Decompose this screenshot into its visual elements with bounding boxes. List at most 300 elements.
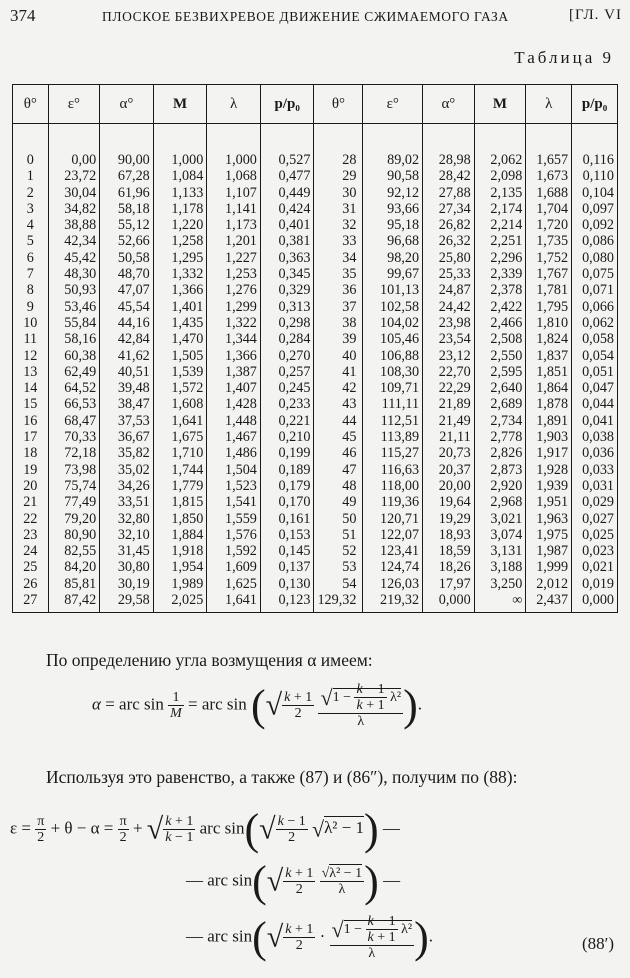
table-row	[13, 494, 618, 510]
table-cell: 119,36	[363, 494, 423, 510]
table-cell: 2,550	[474, 348, 526, 364]
table-row	[13, 559, 618, 575]
table-cell: 0,038	[572, 429, 618, 445]
table-row	[13, 576, 618, 592]
table-cell: 0,298	[260, 315, 314, 331]
table-cell: 1,999	[526, 559, 572, 575]
table-cell: 0,221	[260, 413, 314, 429]
table-cell: 87,42	[48, 592, 100, 613]
table-cell: 40,51	[100, 364, 154, 380]
table-cell: 2,689	[474, 396, 526, 412]
page-number: 374	[10, 6, 36, 25]
table-cell: 2,339	[474, 266, 526, 282]
table-cell: 109,71	[363, 380, 423, 396]
table-row	[13, 592, 618, 613]
table-cell: 0,329	[260, 282, 314, 298]
table-cell: 1,407	[207, 380, 261, 396]
table-cell: 0,170	[260, 494, 314, 510]
table-row	[13, 543, 618, 559]
table-cell: 101,13	[363, 282, 423, 298]
table-cell: 1,851	[526, 364, 572, 380]
table-cell: 3,021	[474, 511, 526, 527]
table-cell: 1,000	[207, 124, 261, 169]
table-cell: 79,20	[48, 511, 100, 527]
table-cell: 0,104	[572, 185, 618, 201]
table-cell: 0,000	[423, 592, 475, 613]
table-cell: 123,41	[363, 543, 423, 559]
running-title: ПЛОСКОЕ БЕЗВИХРЕВОЕ ДВИЖЕНИЕ СЖИМАЕМОГО ГАЗА	[102, 9, 509, 24]
table-body	[13, 124, 618, 613]
table-cell: 27,88	[423, 185, 475, 201]
table-cell: 0,051	[572, 364, 618, 380]
table-cell: 3	[13, 201, 49, 217]
table-cell: 2,378	[474, 282, 526, 298]
table-cell: 2,595	[474, 364, 526, 380]
table-cell: 3,074	[474, 527, 526, 543]
table-cell: 72,18	[48, 445, 100, 461]
table-cell: 60,38	[48, 348, 100, 364]
table-cell: 0,477	[260, 168, 314, 184]
table-cell: 1,276	[207, 282, 261, 298]
table-cell: 15	[13, 396, 49, 412]
table-cell: 45	[314, 429, 363, 445]
table-cell: 0,080	[572, 250, 618, 266]
table-cell: 118,00	[363, 478, 423, 494]
equation-epsilon-line-3: — arc sin(√ $\frac{k + 1}{2}$ · √1 − $\frac{k - 1}{k + 1}$ λ² λ ).	[186, 913, 434, 962]
table-row	[13, 478, 618, 494]
column-header: p/p₀	[260, 85, 314, 124]
table-cell: 1,641	[207, 592, 261, 613]
table-cell: 2,968	[474, 494, 526, 510]
table-cell: 1,435	[153, 315, 207, 331]
table-cell: 40	[314, 348, 363, 364]
table-cell: 1,541	[207, 494, 261, 510]
table-row	[13, 429, 618, 445]
table-cell: 1,000	[153, 124, 207, 169]
table-cell: 26	[13, 576, 49, 592]
equation-epsilon-line-2: — arc sin(√ $\frac{k + 1}{2}$ $\frac{\text{√λ² − 1}}{\lambda}$ ) —	[186, 857, 401, 906]
table-cell: 0,130	[260, 576, 314, 592]
table-cell: 124,74	[363, 559, 423, 575]
table-cell: 92,12	[363, 185, 423, 201]
table-cell: 0,179	[260, 478, 314, 494]
table-cell: 116,63	[363, 462, 423, 478]
table-cell: 22	[13, 511, 49, 527]
table-row	[13, 201, 618, 217]
table-cell: 1,752	[526, 250, 572, 266]
table-cell: 77,49	[48, 494, 100, 510]
table-row	[13, 331, 618, 347]
table-cell: 6	[13, 250, 49, 266]
table-cell: 1,201	[207, 233, 261, 249]
table-cell: 1	[13, 168, 49, 184]
table-cell: 48,70	[100, 266, 154, 282]
table-cell: 1,173	[207, 217, 261, 233]
table-row	[13, 364, 618, 380]
table-cell: 2,873	[474, 462, 526, 478]
table-cell: 1,322	[207, 315, 261, 331]
table-cell: 18,26	[423, 559, 475, 575]
table-cell: 1,951	[526, 494, 572, 510]
table-cell: 1,505	[153, 348, 207, 364]
table-cell: 0,029	[572, 494, 618, 510]
table-row	[13, 250, 618, 266]
equation-number: (88′)	[581, 934, 614, 953]
table-cell: 1,523	[207, 478, 261, 494]
table-row	[13, 445, 618, 461]
table-cell: 0,054	[572, 348, 618, 364]
table-cell: 1,824	[526, 331, 572, 347]
table-cell: 1,903	[526, 429, 572, 445]
table-row	[13, 266, 618, 282]
table-cell: 1,837	[526, 348, 572, 364]
paragraph-1: По определению угла возмущения α имеем:	[46, 650, 373, 670]
table-cell: 41	[314, 364, 363, 380]
table-cell: 20,73	[423, 445, 475, 461]
table-cell: 68,47	[48, 413, 100, 429]
table-cell: 95,18	[363, 217, 423, 233]
table-cell: 23	[13, 527, 49, 543]
table-cell: 0,284	[260, 331, 314, 347]
table-row	[13, 315, 618, 331]
table-cell: 13	[13, 364, 49, 380]
table-cell: 1,975	[526, 527, 572, 543]
table-cell: 80,90	[48, 527, 100, 543]
table-cell: 0,031	[572, 478, 618, 494]
table-caption: Таблица 9	[514, 48, 614, 67]
table-cell: 2,025	[153, 592, 207, 613]
table-cell: 1,609	[207, 559, 261, 575]
table-cell: 1,710	[153, 445, 207, 461]
table-cell: 35,82	[100, 445, 154, 461]
table-cell: 18,59	[423, 543, 475, 559]
table-cell: 73,98	[48, 462, 100, 478]
table-cell: 46	[314, 445, 363, 461]
table-cell: 0,270	[260, 348, 314, 364]
table-cell: 10	[13, 315, 49, 331]
table-cell: 5	[13, 233, 49, 249]
table-cell: 28,98	[423, 124, 475, 169]
table-cell: 1,428	[207, 396, 261, 412]
table-cell: 0,00	[48, 124, 100, 169]
table-cell: 7	[13, 266, 49, 282]
table-cell: 14	[13, 380, 49, 396]
column-header: α°	[423, 85, 475, 124]
table-cell: 38	[314, 315, 363, 331]
table-cell: 2,214	[474, 217, 526, 233]
table-cell: 55,12	[100, 217, 154, 233]
column-header: ε°	[48, 85, 100, 124]
table-cell: 30	[314, 185, 363, 201]
table-cell: 20	[13, 478, 49, 494]
table-cell: 0,000	[572, 592, 618, 613]
equation-alpha: α = arc sin $\frac{1}{M}$ = arc sin (√ $\frac{k + 1}{2}$ √1 − $\frac{k - 1}{k + 1}$ λ² λ ).	[92, 681, 422, 730]
table-cell: 2,251	[474, 233, 526, 249]
table-cell: 31,45	[100, 543, 154, 559]
table-cell: 25,80	[423, 250, 475, 266]
table-cell: 34	[314, 250, 363, 266]
table-cell: 1,576	[207, 527, 261, 543]
table-cell: 0,424	[260, 201, 314, 217]
table-cell: 2,296	[474, 250, 526, 266]
table-cell: 1,675	[153, 429, 207, 445]
table-cell: 0,110	[572, 168, 618, 184]
table-cell: 0,027	[572, 511, 618, 527]
table-cell: 1,486	[207, 445, 261, 461]
table-cell: 2,734	[474, 413, 526, 429]
table-cell: 0,036	[572, 445, 618, 461]
table-cell: 51	[314, 527, 363, 543]
table-cell: 1,688	[526, 185, 572, 201]
column-header: p/p₀	[572, 85, 618, 124]
table-cell: 1,864	[526, 380, 572, 396]
table-cell: 21	[13, 494, 49, 510]
table-cell: 55,84	[48, 315, 100, 331]
table-cell: 84,20	[48, 559, 100, 575]
table-cell: 23,98	[423, 315, 475, 331]
table-cell: 0,313	[260, 299, 314, 315]
table-cell: 0,233	[260, 396, 314, 412]
table-cell: 62,49	[48, 364, 100, 380]
table-cell: 2,778	[474, 429, 526, 445]
table-row	[13, 185, 618, 201]
table-cell: 1,735	[526, 233, 572, 249]
table-cell: 39	[314, 331, 363, 347]
table-row	[13, 348, 618, 364]
table-cell: 41,62	[100, 348, 154, 364]
table-cell: 111,11	[363, 396, 423, 412]
table-cell: 1,068	[207, 168, 261, 184]
table-cell: 115,27	[363, 445, 423, 461]
table-cell: 0,062	[572, 315, 618, 331]
table-cell: 35	[314, 266, 363, 282]
table-cell: 58,16	[48, 331, 100, 347]
table-cell: 67,28	[100, 168, 154, 184]
table-cell: 19,64	[423, 494, 475, 510]
table-cell: 0,145	[260, 543, 314, 559]
table-cell: 0,044	[572, 396, 618, 412]
table-cell: 48,30	[48, 266, 100, 282]
table-cell: 1,987	[526, 543, 572, 559]
table-cell: 0,047	[572, 380, 618, 396]
table-cell: 16	[13, 413, 49, 429]
table-cell: 0,189	[260, 462, 314, 478]
table-cell: 1,918	[153, 543, 207, 559]
table-cell: 21,89	[423, 396, 475, 412]
table-cell: 0,033	[572, 462, 618, 478]
table-cell: 0	[13, 124, 49, 169]
table-cell: 50,93	[48, 282, 100, 298]
table-cell: 19,29	[423, 511, 475, 527]
table-cell: 36	[314, 282, 363, 298]
table-cell: 33,51	[100, 494, 154, 510]
table-cell: 0,041	[572, 413, 618, 429]
table-cell: 129,32	[314, 592, 363, 613]
table-cell: 25,33	[423, 266, 475, 282]
table-cell: 1,608	[153, 396, 207, 412]
table-cell: 26,32	[423, 233, 475, 249]
table-cell: 1,641	[153, 413, 207, 429]
table-cell: 0,527	[260, 124, 314, 169]
table-cell: 32	[314, 217, 363, 233]
table-cell: 2,062	[474, 124, 526, 169]
table-cell: 2,174	[474, 201, 526, 217]
table-cell: 42	[314, 380, 363, 396]
table-cell: 1,084	[153, 168, 207, 184]
table-cell: 1,344	[207, 331, 261, 347]
table-cell: 0,092	[572, 217, 618, 233]
table-row	[13, 380, 618, 396]
table-cell: 0,023	[572, 543, 618, 559]
table-cell: 85,81	[48, 576, 100, 592]
table-cell: 1,720	[526, 217, 572, 233]
equation-epsilon-line-1: ε = $\frac{\pi}{2}$ + θ − α = $\frac{\pi}{2}$ + √ $\frac{k + 1}{k - 1}$ arc sin(√ $\frac{k - 1}{2}$ √λ² − 1) —	[10, 805, 400, 854]
table-cell: 0,137	[260, 559, 314, 575]
table-cell: ∞	[474, 592, 526, 613]
table-row	[13, 299, 618, 315]
table-cell: 0,021	[572, 559, 618, 575]
table-cell: 1,815	[153, 494, 207, 510]
table-cell: 96,68	[363, 233, 423, 249]
table-cell: 108,30	[363, 364, 423, 380]
table-cell: 52,66	[100, 233, 154, 249]
table-cell: 3,131	[474, 543, 526, 559]
table-cell: 1,227	[207, 250, 261, 266]
table-cell: 35,02	[100, 462, 154, 478]
table-cell: 102,58	[363, 299, 423, 315]
table-cell: 0,381	[260, 233, 314, 249]
table-cell: 1,366	[207, 348, 261, 364]
chapter-marker: [ГЛ. VI	[568, 7, 622, 23]
table-cell: 19	[13, 462, 49, 478]
table-cell: 1,795	[526, 299, 572, 315]
table-cell: 17,97	[423, 576, 475, 592]
table-cell: 2,012	[526, 576, 572, 592]
table-cell: 1,141	[207, 201, 261, 217]
table-cell: 0,153	[260, 527, 314, 543]
column-header: M	[153, 85, 207, 124]
table-cell: 112,51	[363, 413, 423, 429]
table-cell: 1,592	[207, 543, 261, 559]
table-cell: 0,066	[572, 299, 618, 315]
table-cell: 2,640	[474, 380, 526, 396]
column-header: λ	[526, 85, 572, 124]
table-cell: 1,366	[153, 282, 207, 298]
table-cell: 44,16	[100, 315, 154, 331]
table-cell: 43	[314, 396, 363, 412]
table-cell: 1,401	[153, 299, 207, 315]
table-cell: 1,954	[153, 559, 207, 575]
column-header: M	[474, 85, 526, 124]
table-cell: 3,188	[474, 559, 526, 575]
table-cell: 99,67	[363, 266, 423, 282]
table-cell: 39,48	[100, 380, 154, 396]
table-cell: 29,58	[100, 592, 154, 613]
table-header-row	[13, 85, 618, 124]
table-cell: 2,508	[474, 331, 526, 347]
table-cell: 47	[314, 462, 363, 478]
table-cell: 106,88	[363, 348, 423, 364]
column-header: θ°	[314, 85, 363, 124]
table-cell: 1,539	[153, 364, 207, 380]
table-cell: 1,470	[153, 331, 207, 347]
table-cell: 2	[13, 185, 49, 201]
table-cell: 11	[13, 331, 49, 347]
table-cell: 52	[314, 543, 363, 559]
table-cell: 1,467	[207, 429, 261, 445]
table-cell: 1,572	[153, 380, 207, 396]
table-cell: 20,37	[423, 462, 475, 478]
table-cell: 37,53	[100, 413, 154, 429]
table-cell: 1,332	[153, 266, 207, 282]
table-cell: 38,47	[100, 396, 154, 412]
table-cell: 3,250	[474, 576, 526, 592]
table-cell: 1,891	[526, 413, 572, 429]
table-cell: 38,88	[48, 217, 100, 233]
table-cell: 31	[314, 201, 363, 217]
table-cell: 23,12	[423, 348, 475, 364]
table-cell: 37	[314, 299, 363, 315]
table-row	[13, 233, 618, 249]
table-cell: 29	[314, 168, 363, 184]
table-cell: 0,116	[572, 124, 618, 169]
table-cell: 1,767	[526, 266, 572, 282]
table-cell: 1,850	[153, 511, 207, 527]
table-cell: 70,33	[48, 429, 100, 445]
data-table	[12, 84, 618, 613]
table-cell: 1,928	[526, 462, 572, 478]
table-cell: 21,11	[423, 429, 475, 445]
table-cell: 104,02	[363, 315, 423, 331]
table-row	[13, 511, 618, 527]
table-cell: 20,00	[423, 478, 475, 494]
table-row	[13, 413, 618, 429]
table-cell: 1,559	[207, 511, 261, 527]
table-cell: 1,295	[153, 250, 207, 266]
table-cell: 1,917	[526, 445, 572, 461]
table-cell: 21,49	[423, 413, 475, 429]
table-cell: 23,72	[48, 168, 100, 184]
table-cell: 48	[314, 478, 363, 494]
table-cell: 1,779	[153, 478, 207, 494]
table-cell: 1,673	[526, 168, 572, 184]
table-cell: 1,625	[207, 576, 261, 592]
table-cell: 54	[314, 576, 363, 592]
table-cell: 219,32	[363, 592, 423, 613]
table-cell: 27	[13, 592, 49, 613]
table-cell: 9	[13, 299, 49, 315]
table-row	[13, 217, 618, 233]
table-cell: 42,84	[100, 331, 154, 347]
table-cell: 22,70	[423, 364, 475, 380]
table-cell: 1,744	[153, 462, 207, 478]
table-cell: 53,46	[48, 299, 100, 315]
table-cell: 2,920	[474, 478, 526, 494]
table-cell: 64,52	[48, 380, 100, 396]
table-cell: 120,71	[363, 511, 423, 527]
table-cell: 1,107	[207, 185, 261, 201]
table-cell: 2,437	[526, 592, 572, 613]
table-cell: 0,075	[572, 266, 618, 282]
table-cell: 8	[13, 282, 49, 298]
table-cell: 90,00	[100, 124, 154, 169]
table-cell: 33	[314, 233, 363, 249]
table-cell: 44	[314, 413, 363, 429]
table-cell: 0,058	[572, 331, 618, 347]
table-cell: 2,422	[474, 299, 526, 315]
table-cell: 1,133	[153, 185, 207, 201]
table-cell: 0,345	[260, 266, 314, 282]
